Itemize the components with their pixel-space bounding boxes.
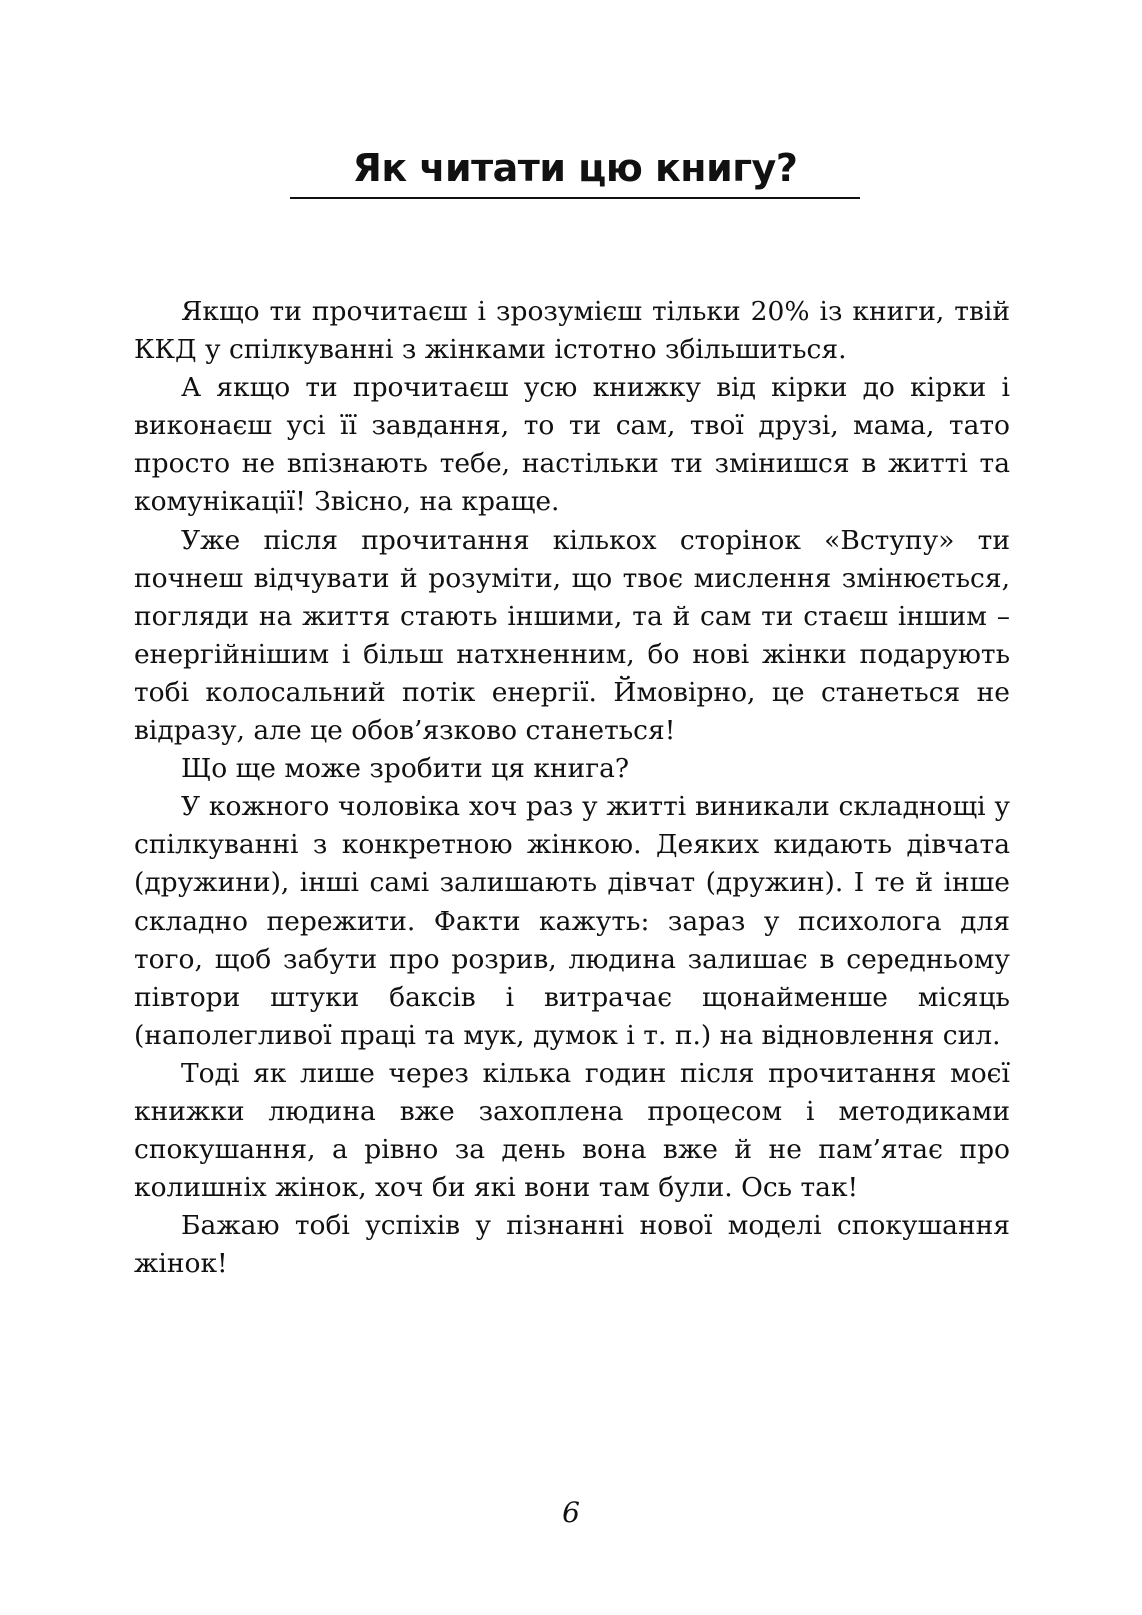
chapter-title: Як читати цю книгу? <box>352 146 798 190</box>
paragraph: А якщо ти прочитаєш усю книжку від кірки до кірки і виконаєш усі її завдання, то ти сам, твої друзі, мама, тато просто не впізнають тебе, настільки ти змінишся в житті та комунікації! Звісно, на краще. <box>134 372 1010 518</box>
body-text <box>134 293 1010 1283</box>
paragraph: Якщо ти прочитаєш і зрозумієш тільки 20% із книги, твій ККД у спілкуванні з жінками істотно збільшиться. <box>134 296 1010 366</box>
paragraph: У кожного чоловіка хоч раз у житті виникали складнощі у спілкуванні з конкретною жінкою. Деяких кидають дівчата (дружини), інші самі залишають дівчат (дружин). І те й інше складно пережити. Факти кажуть: зараз у психолога для того, щоб забути про розрив, людина залишає в середньому півтори штуки баксів і витрачає щонайменше місяць (наполегливої праці та мук, думок і т. п.) на відновлення сил. <box>134 791 1010 1051</box>
paragraph: Уже після прочитання кількох сторінок «Вступу» ти почнеш відчувати й розуміти, що твоє мислення змінюється, погляди на життя стають іншими, та й сам ти стаєш іншим – енергійнішим і більш натхненним, бо нові жінки подарують тобі колосальний потік енергії. Ймовірно, це станеться не відразу, але це обов’язково станеться! <box>134 524 1010 747</box>
page-number: 6 <box>562 1496 580 1529</box>
paragraph: Тоді як лише через кілька годин після прочитання моєї книжки людина вже захоплена процесом і методиками спокушання, а рівно за день вона вже й не пам’ятає про колишніх жінок, хоч би які вони там були. Ось так! <box>134 1057 1010 1204</box>
title-underline <box>290 197 860 199</box>
paragraph: Бажаю тобі успіхів у пізнанні нової моделі спокушання жінок! <box>134 1210 1010 1280</box>
paragraph: Що ще може зробити ця книга? <box>181 753 630 785</box>
